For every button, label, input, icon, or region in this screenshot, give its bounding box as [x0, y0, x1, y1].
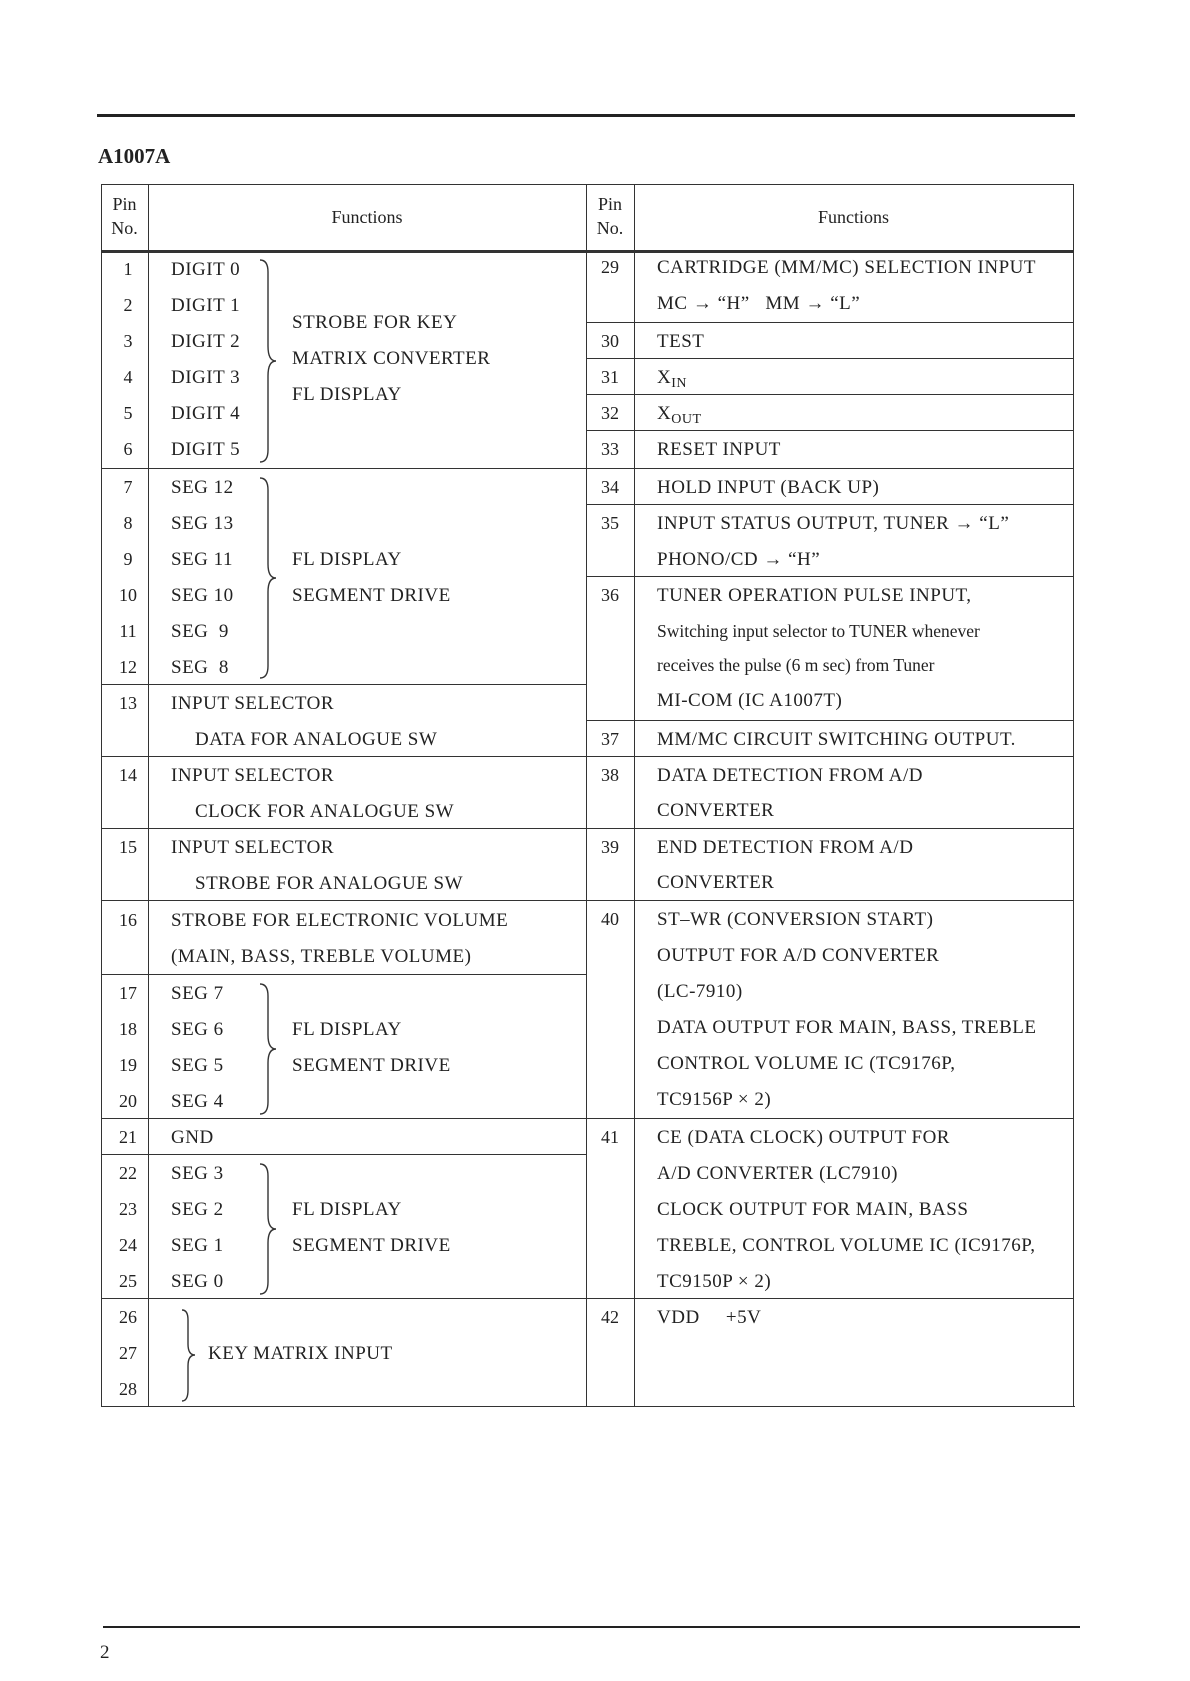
pin-function: DATA FOR ANALOGUE SW [195, 729, 438, 750]
pin-number: 21 [119, 1127, 137, 1147]
row-divider [101, 828, 587, 829]
pin-number: 15 [119, 837, 137, 857]
pin-function: DIGIT 2 [171, 331, 241, 352]
pin-number: 23 [119, 1199, 137, 1219]
pin-number: 29 [601, 257, 619, 277]
pin-number: 41 [601, 1127, 619, 1147]
pin-number: 32 [601, 403, 619, 423]
pin-no-header-left [101, 192, 148, 240]
pin-function: CONTROL VOLUME IC (TC9176P, [657, 1053, 956, 1074]
pin-function: DIGIT 0 [171, 259, 241, 280]
row-divider [101, 1118, 587, 1119]
row-divider [586, 468, 1074, 469]
pin-function: GND [171, 1127, 214, 1148]
pin-number: 12 [119, 657, 137, 677]
pin-function: MI-COM (IC A1007T) [657, 690, 843, 711]
pin-function: SEG 3 [171, 1163, 224, 1184]
pin-number: 40 [601, 909, 619, 929]
pin-function: DIGIT 5 [171, 439, 241, 460]
pin-number: 7 [123, 477, 133, 497]
header-no-label: No. [596, 218, 624, 238]
row-divider [586, 322, 1074, 323]
row-divider [101, 684, 587, 685]
row-divider [586, 720, 1074, 721]
row-divider [586, 394, 1074, 395]
pin-function: TREBLE, CONTROL VOLUME IC (IC9176P, [657, 1235, 1036, 1256]
pin-function: CE (DATA CLOCK) OUTPUT FOR [657, 1127, 950, 1148]
pin-function: CLOCK OUTPUT FOR MAIN, BASS [657, 1199, 969, 1220]
pin-function: (MAIN, BASS, TREBLE VOLUME) [171, 946, 472, 967]
pin-number: 26 [119, 1307, 137, 1327]
pin-function [657, 367, 687, 392]
pin-function: INPUT STATUS OUTPUT, TUNER → “L” [657, 513, 1010, 534]
signal-subscript: IN [671, 376, 688, 391]
pin-number: 37 [601, 729, 619, 749]
pin-number: 2 [123, 295, 133, 315]
pin-number: 35 [601, 513, 619, 533]
pin-number: 24 [119, 1235, 137, 1255]
pin-function: SEG 7 [171, 983, 224, 1004]
pin-number: 27 [119, 1343, 137, 1363]
pin-number: 14 [119, 765, 137, 785]
row-divider [586, 430, 1074, 431]
pin-function: TC9156P × 2) [657, 1089, 772, 1110]
pin-function: SEG 8 [171, 657, 229, 678]
pin-number: 28 [119, 1379, 137, 1399]
col-divider-left-pin [148, 184, 149, 1407]
group-label: FL DISPLAY [292, 384, 402, 405]
pin-number: 31 [601, 367, 619, 387]
pin-function: Switching input selector to TUNER whenever [657, 621, 980, 641]
group-label: FL DISPLAY [292, 1199, 402, 1220]
header-divider [101, 250, 1074, 253]
pin-function: DIGIT 4 [171, 403, 241, 424]
signal-name: X [657, 403, 672, 424]
table-border-left [101, 184, 102, 1407]
header-pin-label: Pin [112, 194, 137, 214]
pin-function: SEG 9 [171, 621, 229, 642]
pin-function: SEG 5 [171, 1055, 224, 1076]
pin-function: ST–WR (CONVERSION START) [657, 909, 934, 930]
row-divider [586, 828, 1074, 829]
brace-icon [258, 1162, 278, 1296]
row-divider [101, 1298, 587, 1299]
pin-function: A/D CONVERTER (LC7910) [657, 1163, 899, 1184]
bottom-rule [103, 1626, 1080, 1628]
pin-number: 18 [119, 1019, 137, 1039]
row-divider [586, 358, 1074, 359]
pin-number: 19 [119, 1055, 137, 1075]
pin-number: 16 [119, 910, 137, 930]
pin-number: 33 [601, 439, 619, 459]
row-divider [586, 504, 1074, 505]
pin-number: 10 [119, 585, 137, 605]
functions-header-left: Functions [331, 207, 403, 227]
pin-function: SEG 1 [171, 1235, 224, 1256]
row-divider [101, 756, 587, 757]
pin-function: SEG 4 [171, 1091, 224, 1112]
pin-function: TUNER OPERATION PULSE INPUT, [657, 585, 972, 606]
pin-function: DIGIT 1 [171, 295, 241, 316]
group-label: FL DISPLAY [292, 1019, 402, 1040]
pin-number: 38 [601, 765, 619, 785]
header-pin-label: Pin [597, 194, 622, 214]
pin-number: 25 [119, 1271, 137, 1291]
signal-name: X [657, 367, 672, 388]
pin-function: receives the pulse (6 m sec) from Tuner [657, 655, 935, 675]
group-label: MATRIX CONVERTER [292, 348, 491, 369]
pin-function: TC9150P × 2) [657, 1271, 772, 1292]
table-border-right [1073, 184, 1074, 1407]
group-label: SEGMENT DRIVE [292, 1055, 451, 1076]
pin-number: 39 [601, 837, 619, 857]
pin-function: INPUT SELECTOR [171, 765, 335, 786]
pin-number: 42 [601, 1307, 619, 1327]
pin-number: 36 [601, 585, 619, 605]
pin-number: 20 [119, 1091, 137, 1111]
brace-icon [180, 1308, 200, 1404]
top-rule [97, 114, 1075, 117]
pin-function: CARTRIDGE (MM/MC) SELECTION INPUT [657, 257, 1036, 278]
col-divider-right-pin [634, 184, 635, 1407]
header-no-label: No. [111, 218, 138, 238]
pin-function: SEG 11 [171, 549, 233, 570]
pin-function: MM/MC CIRCUIT SWITCHING OUTPUT. [657, 729, 1016, 750]
row-divider [586, 900, 1074, 901]
pin-number: 1 [123, 259, 133, 279]
pin-function: SEG 10 [171, 585, 234, 606]
signal-subscript: OUT [671, 412, 702, 427]
pin-function: CLOCK FOR ANALOGUE SW [195, 801, 455, 822]
page-number: 2 [100, 1642, 110, 1663]
row-divider [586, 1118, 1074, 1119]
pin-number: 30 [601, 331, 619, 351]
page-title: A1007A [98, 144, 171, 168]
brace-icon [258, 258, 278, 464]
pin-function: SEG 2 [171, 1199, 224, 1220]
group-label: KEY MATRIX INPUT [208, 1343, 393, 1364]
col-divider-middle [586, 184, 587, 1407]
pin-no-header-right [586, 192, 634, 240]
row-divider [101, 1154, 587, 1155]
pin-function: PHONO/CD → “H” [657, 549, 821, 570]
pin-function: SEG 13 [171, 513, 234, 534]
pin-function [657, 403, 702, 428]
pin-function: DIGIT 3 [171, 367, 241, 388]
pin-function: RESET INPUT [657, 439, 781, 460]
pin-number: 9 [123, 549, 133, 569]
pin-number: 34 [601, 477, 619, 497]
pin-number: 6 [123, 439, 133, 459]
pin-number: 11 [119, 621, 137, 641]
pin-function: CONVERTER [657, 800, 775, 821]
pin-function: TEST [657, 331, 705, 352]
pin-function: SEG 12 [171, 477, 234, 498]
pin-function: CONVERTER [657, 872, 775, 893]
pin-function: INPUT SELECTOR [171, 837, 335, 858]
pin-function: DATA DETECTION FROM A/D [657, 765, 923, 786]
group-label: SEGMENT DRIVE [292, 585, 451, 606]
table-border-top [101, 184, 1074, 185]
pin-function: DATA OUTPUT FOR MAIN, BASS, TREBLE [657, 1017, 1037, 1038]
brace-icon [258, 476, 278, 680]
functions-header-right: Functions [817, 207, 889, 227]
pin-number: 22 [119, 1163, 137, 1183]
pin-function: (LC-7910) [657, 981, 743, 1002]
pin-function: VDD +5V [657, 1307, 762, 1328]
table-border-bottom [101, 1406, 1075, 1407]
pin-function: SEG 6 [171, 1019, 224, 1040]
row-divider [586, 756, 1074, 757]
row-divider [101, 468, 587, 469]
row-divider [101, 900, 587, 901]
pin-function: STROBE FOR ANALOGUE SW [195, 873, 464, 894]
group-label: STROBE FOR KEY [292, 312, 458, 333]
group-label: SEGMENT DRIVE [292, 1235, 451, 1256]
pin-function: SEG 0 [171, 1271, 224, 1292]
row-divider [586, 576, 1074, 577]
group-label: FL DISPLAY [292, 549, 402, 570]
pin-function: INPUT SELECTOR [171, 693, 335, 714]
pin-function: HOLD INPUT (BACK UP) [657, 477, 880, 498]
pin-number: 4 [123, 367, 133, 387]
pin-function: MC → “H” MM → “L” [657, 293, 861, 314]
pin-function: OUTPUT FOR A/D CONVERTER [657, 945, 940, 966]
brace-icon [258, 982, 278, 1116]
row-divider [101, 974, 587, 975]
pin-number: 17 [119, 983, 137, 1003]
pin-function: END DETECTION FROM A/D [657, 837, 914, 858]
pin-number: 8 [123, 513, 133, 533]
pin-number: 5 [123, 403, 133, 423]
row-divider [586, 1298, 1074, 1299]
pin-function: STROBE FOR ELECTRONIC VOLUME [171, 910, 509, 931]
pin-number: 3 [123, 331, 133, 351]
pin-number: 13 [119, 693, 137, 713]
